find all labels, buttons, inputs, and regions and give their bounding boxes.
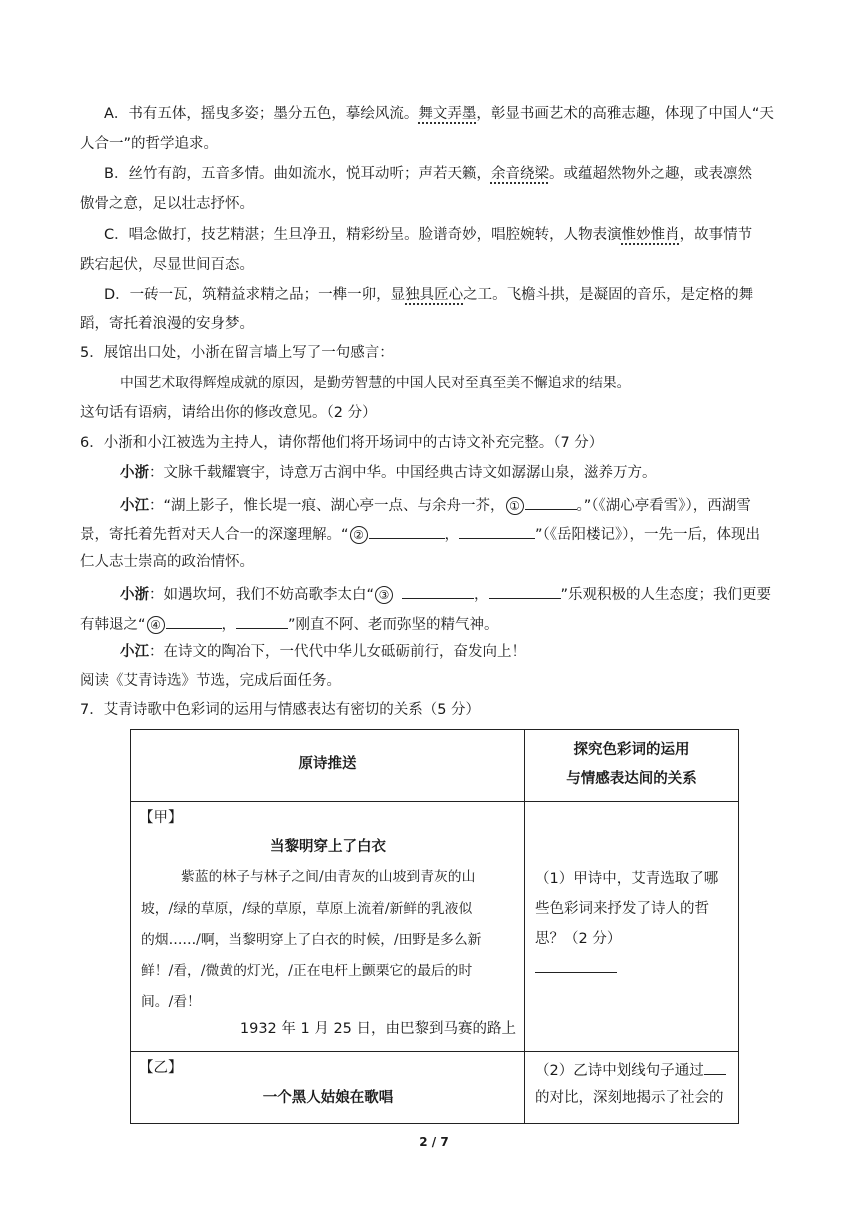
poem-jia-line-1: 紫蓝的林子与林子之间/由青灰的山坡到青灰的山 bbox=[181, 869, 476, 885]
option-b-line2: 傲骨之意，足以壮志抒怀。 bbox=[80, 196, 254, 212]
option-b-idiom: 余音绕梁 bbox=[490, 166, 549, 182]
poem-jia-tag: 【甲】 bbox=[139, 810, 183, 826]
answer-blank-2a[interactable] bbox=[369, 522, 445, 539]
header-cell-explore bbox=[525, 730, 739, 802]
poem-jia-line-2: 坡，/绿的草原，/绿的草原，草原上流着/新鲜的乳液似 bbox=[141, 901, 473, 917]
q7-ask1-answer-blank[interactable] bbox=[535, 972, 617, 973]
q7-table-row-jia bbox=[131, 802, 739, 1052]
option-d-line2: 蹈，寄托着浪漫的安身梦。 bbox=[80, 316, 254, 332]
q7-ask2-answer-blank[interactable] bbox=[704, 1058, 726, 1075]
answer-blank-2b[interactable] bbox=[459, 522, 535, 539]
answer-blank-3b[interactable] bbox=[489, 582, 561, 599]
q6-para1: 小浙：文脉千载耀寰宇，诗意万古润中华。中国经典古诗文如潺潺山泉，滋养万方。 bbox=[120, 465, 657, 481]
option-c-text: C．唱念做打，技艺精湛；生旦净丑，精彩纷呈。脸谱奇妙，唱腔婉转，人物表演 bbox=[104, 227, 622, 243]
q6-para6: 有韩退之“ ④ ， ”刚直不阿、老而弥坚的精气神。 bbox=[80, 612, 499, 635]
poem-jia-line-4: 鲜！/看，/微黄的灯光，/正在电杆上颤栗它的最后的时 bbox=[141, 963, 473, 979]
option-d-text-rest: 之工。飞檐斗拱，是凝固的音乐，是定格的舞 bbox=[463, 287, 754, 303]
header-cell-poem bbox=[131, 730, 525, 802]
q6-para1-text: 文脉千载耀寰宇，诗意万古润中华。中国经典古诗文如潺潺山泉，滋养万方。 bbox=[163, 465, 657, 481]
cell-ask-jia bbox=[525, 802, 739, 1052]
option-a-line2: 人合一”的哲学追求。 bbox=[80, 136, 219, 152]
reading-instruction: 阅读《艾青诗选》节选，完成后面任务。 bbox=[80, 673, 341, 689]
q6-para5: 小浙：如遇坎坷，我们不妨高歌李太白“ ③ ， ”乐观积极的人生态度；我们更要 bbox=[120, 582, 771, 605]
q5-stem: 5．展馆出口处，小浙在留言墙上写了一句感言： bbox=[80, 345, 394, 361]
q7-table-row-yi bbox=[131, 1052, 739, 1124]
option-c-line2: 跌宕起伏，尽显世间百态。 bbox=[80, 257, 254, 273]
q7-ask2-line-2: 的对比，深刻地揭示了社会的 bbox=[535, 1090, 724, 1106]
q6-para7: 小江：在诗文的陶冶下，一代代中华儿女砥砺前行，奋发向上！ bbox=[120, 644, 526, 660]
q7-table-header-row bbox=[131, 730, 739, 802]
q7-stem: 7．艾青诗歌中色彩词的运用与情感表达有密切的关系（5 分） bbox=[80, 702, 481, 718]
option-c-idiom: 惟妙惟肖 bbox=[621, 227, 680, 243]
speaker-xiaozhe: 小浙 bbox=[120, 465, 149, 481]
option-a-line1 bbox=[104, 104, 774, 124]
blank-number-2: ② bbox=[350, 526, 368, 544]
option-c-text-rest: ，故事情节 bbox=[679, 227, 753, 243]
option-a-text-rest: ，彰显书画艺术的高雅志趣，体现了中国人“天 bbox=[476, 106, 774, 122]
q7-ask2-line-1: （2）乙诗中划线句子通过 bbox=[535, 1058, 726, 1081]
option-c-line1 bbox=[104, 225, 752, 245]
poem-yi-title: 一个黑人姑娘在歌唱 bbox=[262, 1090, 394, 1106]
poem-jia-line-3: 的烟……/啊，当黎明穿上了白衣的时候，/田野是多么新 bbox=[141, 932, 482, 948]
blank-number-1: ① bbox=[506, 497, 524, 515]
header-explore-1: 探究色彩词的运用 bbox=[573, 742, 690, 758]
q7-table bbox=[130, 729, 739, 1124]
option-b-text: B．丝竹有韵，五音多情。曲如流水，悦耳动听；声若天籁， bbox=[104, 166, 491, 182]
q6-para4: 仁人志士崇高的政治情怀。 bbox=[80, 554, 254, 570]
option-b-line1 bbox=[104, 164, 752, 184]
option-b-text-rest: 。或蕴超然物外之趣，或表凛然 bbox=[548, 166, 752, 182]
poem-yi-tag: 【乙】 bbox=[139, 1060, 183, 1076]
poem-jia-line-5: 间。/看！ bbox=[141, 994, 201, 1010]
blank-number-4: ④ bbox=[147, 616, 165, 634]
blank-number-3: ③ bbox=[375, 586, 393, 604]
option-d-text: D．一砖一瓦，筑精益求精之品；一榫一卯，显 bbox=[104, 287, 406, 303]
answer-blank-3a[interactable] bbox=[402, 582, 474, 599]
q7-ask1-line-1: （1）甲诗中，艾青选取了哪 bbox=[535, 871, 719, 887]
page-number: 2 / 7 bbox=[419, 1135, 449, 1149]
speaker-xiaojiang: 小江 bbox=[120, 498, 149, 514]
q7-ask1-line-3: 思？（2 分） bbox=[535, 931, 622, 947]
cell-poem-jia bbox=[131, 802, 525, 1052]
q7-ask1-line-2: 些色彩词来抒发了诗人的哲 bbox=[535, 901, 709, 917]
q6-stem: 6．小浙和小江被选为主持人，请你帮他们将开场词中的古诗文补充完整。（7 分） bbox=[80, 435, 604, 451]
poem-jia-title: 当黎明穿上了白衣 bbox=[270, 839, 386, 855]
q6-para2: 小江：“湖上影子，惟长堤一痕、湖心亭一点、与余舟一芥， ① 。”（《湖心亭看雪》），西湖雪 bbox=[120, 493, 751, 516]
option-a-text: A．书有五体，摇曳多姿；墨分五色，摹绘风流。 bbox=[104, 106, 419, 122]
option-a-idiom: 舞文弄墨 bbox=[418, 106, 477, 122]
cell-ask-yi bbox=[525, 1052, 739, 1124]
poem-jia-date: 1932 年 1 月 25 日，由巴黎到马赛的路上 bbox=[239, 1021, 516, 1037]
answer-blank-4a[interactable] bbox=[166, 612, 222, 629]
cell-poem-yi bbox=[131, 1052, 525, 1124]
q5-ask: 这句话有语病，请给出你的修改意见。（2 分） bbox=[80, 405, 377, 421]
answer-blank-4b[interactable] bbox=[236, 612, 288, 629]
answer-blank-1[interactable] bbox=[525, 493, 577, 510]
q6-para3: 景，寄托着先哲对天人合一的深邃理解。“ ② ， ”（《岳阳楼记》），一先一后，体现出 bbox=[80, 522, 760, 545]
q5-quote: 中国艺术取得辉煌成就的原因，是勤劳智慧的中国人民对至真至美不懈追求的结果。 bbox=[120, 375, 631, 391]
header-explore-2: 与情感表达间的关系 bbox=[566, 771, 697, 787]
header-poem: 原诗推送 bbox=[298, 756, 357, 772]
option-d-idiom: 独具匠心 bbox=[405, 287, 464, 303]
option-d-line1 bbox=[104, 285, 753, 305]
